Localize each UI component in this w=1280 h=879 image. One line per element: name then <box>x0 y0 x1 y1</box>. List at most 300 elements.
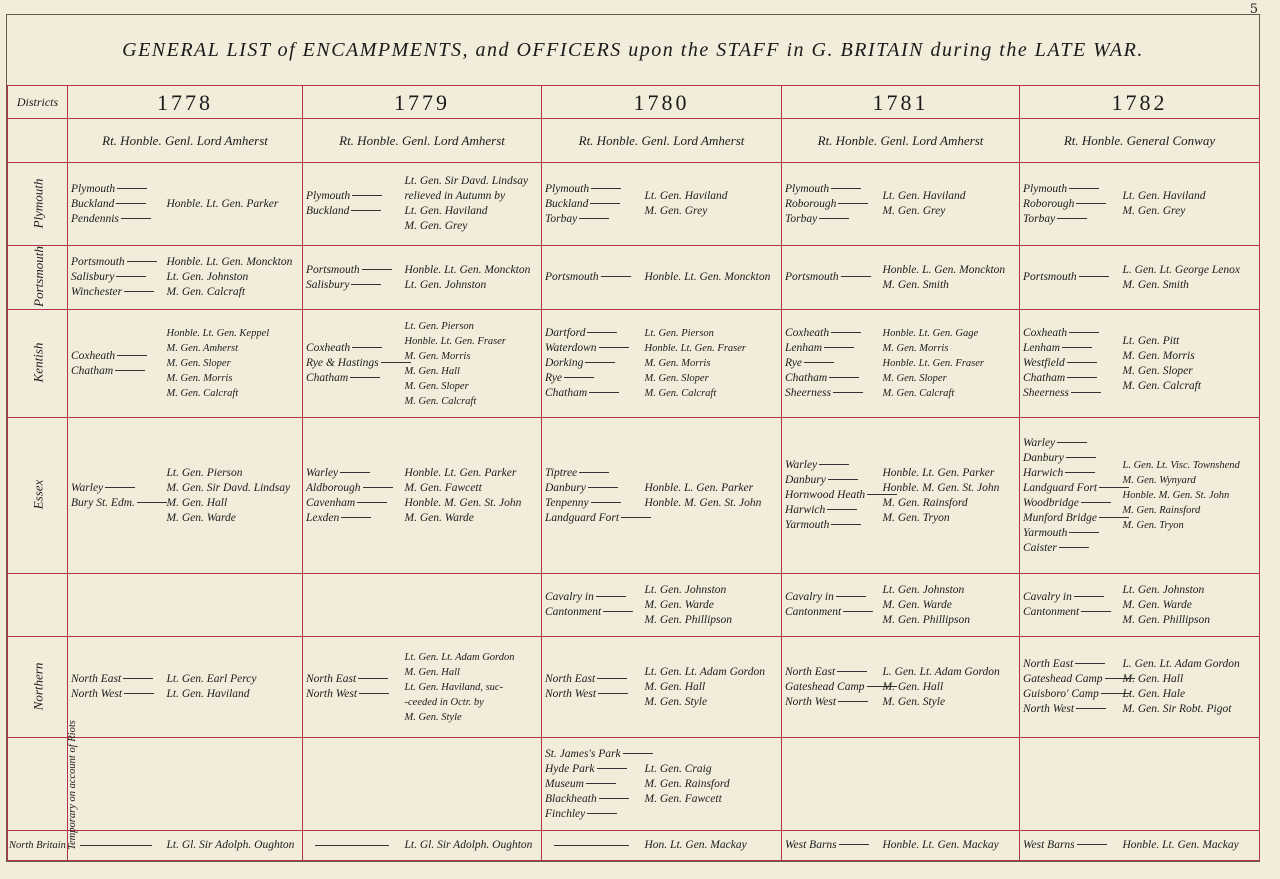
encampment-places <box>542 738 642 831</box>
officer-name: M. Gen. Grey <box>404 220 468 232</box>
place-name: Chatham <box>545 386 639 401</box>
place-name: Chatham <box>785 371 877 386</box>
place-name: Torbay <box>1023 212 1117 227</box>
officer-name: relieved in Autumn by <box>404 190 506 202</box>
place-name: Chatham <box>1023 371 1117 386</box>
officer-name: Lt. Gen. Johnston <box>166 271 249 283</box>
table-frame <box>6 14 1260 862</box>
encampment-places <box>68 831 164 861</box>
year-header: 1779 <box>303 86 542 119</box>
year-header: 1781 <box>782 86 1020 119</box>
encampment-places <box>542 246 642 310</box>
staff-officers <box>164 738 303 831</box>
staff-officers <box>402 246 542 310</box>
place-name: Coxheath <box>306 341 399 356</box>
staff-officers <box>164 246 303 310</box>
officer-name: M. Gen. Calcraft <box>166 388 239 399</box>
place-name: Aldborough <box>306 481 399 496</box>
place-name: Roborough <box>1023 197 1117 212</box>
staff-officers <box>402 310 542 418</box>
year-header: 1780 <box>542 86 782 119</box>
place-name: Rye & Hastings <box>306 356 399 371</box>
officer-name: Lt. Gen. Pitt <box>1122 334 1180 347</box>
officer-name: M. Gen. Hall <box>166 496 228 509</box>
place-name: North West <box>1023 702 1117 717</box>
place-name: St. James's Park <box>545 747 639 762</box>
place-name: Cavalry in <box>785 590 877 605</box>
officer-name: L. Gen. Lt. Adam Gordon <box>882 665 1000 678</box>
encampment-places <box>303 310 402 418</box>
place-name: Waterdown <box>545 341 639 356</box>
encampment-places <box>542 418 642 574</box>
encampment-places <box>1020 246 1120 310</box>
officer-name: M. Gen. Tryon <box>1122 520 1184 531</box>
encampment-places <box>1020 418 1120 574</box>
officer-name: M. Gen. Hall <box>1122 673 1184 685</box>
place-name: West Barns <box>1023 838 1117 853</box>
staff-officers <box>1120 637 1260 738</box>
encampment-places <box>1020 738 1120 831</box>
officer-name: Honble. M. Gen. St. John <box>404 496 522 509</box>
officer-name: Honble. Lt. Gen. Parker <box>166 197 279 210</box>
officer-name: M. Gen. Morris <box>644 358 711 369</box>
place-name: Warley <box>306 466 399 481</box>
place-name: Caister <box>1023 541 1117 556</box>
district-row <box>8 310 1260 418</box>
officer-name: Hon. Lt. Gen. Mackay <box>644 839 747 851</box>
officer-name: M. Gen. Warde <box>1122 598 1192 611</box>
place-name: Cavalry in <box>545 590 639 605</box>
officer-name: Honble. L. Gen. Parker <box>644 481 754 494</box>
commander-in-chief: Rt. Honble. Genl. Lord Amherst <box>782 119 1020 163</box>
place-name: Winchester <box>71 285 161 300</box>
officer-name: M. Gen. Morris <box>1122 349 1195 362</box>
place-name: Plymouth <box>1023 182 1117 197</box>
encampment-places <box>542 637 642 738</box>
district-name: Essex <box>29 479 45 510</box>
district-name: Northern <box>29 662 45 710</box>
staff-officers <box>880 738 1020 831</box>
encampment-places <box>542 574 642 637</box>
place-name: Chatham <box>306 371 399 386</box>
officer-name: M. Gen. Sir Davd. Lindsay <box>166 481 291 494</box>
encampment-places <box>68 418 164 574</box>
district-label <box>8 163 68 246</box>
officer-name: Honble. L. Gen. Monckton <box>882 263 1006 276</box>
encampment-places <box>68 163 164 246</box>
encampment-places <box>782 738 880 831</box>
staff-officers <box>880 574 1020 637</box>
staff-officers <box>1120 574 1260 637</box>
officer-name: Lt. Gen. Haviland <box>644 190 728 202</box>
commander-in-chief: Rt. Honble. General Conway <box>1020 119 1260 163</box>
staff-officers <box>642 738 782 831</box>
officer-name: M. Gen. Calcraft <box>404 395 477 407</box>
place-name: Cavenham <box>306 496 399 511</box>
place-name: Buckland <box>306 204 399 219</box>
place-name: Yarmouth <box>1023 526 1117 541</box>
districts-header: Districts <box>8 86 68 119</box>
officer-name: Honble. M. Gen. St. John <box>1122 490 1230 501</box>
place-name: North East <box>785 665 877 680</box>
district-label <box>8 574 68 637</box>
officer-name: Lt. Gen. Lt. Adam Gordon <box>644 665 765 678</box>
place-name: Westfield <box>1023 356 1117 371</box>
place-name: Salisbury <box>71 270 161 285</box>
officer-name: Lt. Gen. Johnston <box>882 583 965 596</box>
encampment-places <box>1020 310 1120 418</box>
place-name: Sheerness <box>1023 386 1117 401</box>
place-name: Coxheath <box>1023 326 1117 341</box>
officer-name: -ceeded in Octr. by <box>404 696 484 708</box>
place-name: Harwich <box>785 503 877 518</box>
commander-row <box>8 119 1260 163</box>
place-name: Lexden <box>306 511 399 526</box>
encampment-places <box>542 310 642 418</box>
officer-name: Honble. Lt. Gen. Mackay <box>882 839 999 851</box>
staff-officers <box>642 310 782 418</box>
staff-officers <box>880 418 1020 574</box>
place-name: Museum <box>545 777 639 792</box>
encampment-places <box>542 831 642 861</box>
staff-officers <box>880 163 1020 246</box>
document-title: GENERAL LIST of ENCAMPMENTS, and OFFICERS upon the STAFF in G. BRITAIN during the LATE WAR. <box>122 38 1144 61</box>
officer-name: L. Gen. Lt. Visc. Townshend <box>1122 460 1240 471</box>
place-name: Buckland <box>545 197 639 212</box>
officer-name: Lt. Gl. Sir Adolph. Oughton <box>166 839 295 851</box>
page-number: 5 <box>1249 2 1258 17</box>
place-name: Bury St. Edm. <box>71 496 161 511</box>
district-row <box>8 418 1260 574</box>
officer-name: Lt. Gen. Pierson <box>166 466 243 479</box>
place-name: Rye <box>545 371 639 386</box>
staff-officers <box>1120 246 1260 310</box>
officer-name: Lt. Gen. Johnston <box>404 278 487 291</box>
officer-name: L. Gen. Lt. George Lenox <box>1122 263 1240 276</box>
officer-name: M. Gen. Hall <box>644 680 706 693</box>
encampment-places <box>782 310 880 418</box>
encampment-places <box>68 637 164 738</box>
place-name: Torbay <box>545 212 639 227</box>
officer-name: Lt. Gen. Pierson <box>404 320 474 332</box>
officer-name: M. Gen. Morris <box>404 350 471 362</box>
officer-name: M. Gen. Style <box>644 695 708 708</box>
encampment-places <box>782 246 880 310</box>
place-name: Blackheath <box>545 792 639 807</box>
officer-name: Lt. Gen. Hale <box>1122 688 1186 700</box>
staff-officers <box>642 246 782 310</box>
district-label <box>8 418 68 574</box>
district-row <box>8 831 1260 861</box>
place-name: Rye <box>785 356 877 371</box>
encampment-places <box>303 738 402 831</box>
staff-officers <box>1120 163 1260 246</box>
officer-name: M. Gen. Fawcett <box>404 481 482 494</box>
place-name: Portsmouth <box>1023 270 1117 285</box>
encampment-places <box>303 637 402 738</box>
officer-name: M. Gen. Phillipson <box>644 613 733 626</box>
encampment-places <box>68 310 164 418</box>
place-name: Woodbridge <box>1023 496 1117 511</box>
officer-name: M. Gen. Warde <box>644 598 714 611</box>
place-name: North West <box>306 687 399 702</box>
place-name: Portsmouth <box>545 270 639 285</box>
place-name: Hornwood Heath <box>785 488 877 503</box>
staff-officers <box>402 637 542 738</box>
staff-officers <box>642 574 782 637</box>
staff-officers <box>1120 831 1260 861</box>
place-name: Cantonment <box>1023 605 1117 620</box>
place-name: Plymouth <box>545 182 639 197</box>
officer-name: M. Gen. Calcraft <box>882 388 955 399</box>
officer-name: M. Gen. Phillipson <box>882 613 971 626</box>
place-name: Tiptree <box>545 466 639 481</box>
officer-name: M. Gen. Sir Robt. Pigot <box>1122 703 1232 715</box>
place-name: Torbay <box>785 212 877 227</box>
place-name: Plymouth <box>785 182 877 197</box>
place-name: Finchley <box>545 807 639 822</box>
staff-officers <box>402 831 542 861</box>
officer-name: Honble. Lt. Gen. Fraser <box>404 335 506 347</box>
year-header: 1778 <box>68 86 303 119</box>
place-name: Tenpenny <box>545 496 639 511</box>
officer-name: M. Gen. Wynyard <box>1122 475 1196 486</box>
encampment-places <box>782 418 880 574</box>
place-name: Portsmouth <box>71 255 161 270</box>
staff-officers <box>164 831 303 861</box>
district-name: Portsmouth <box>30 246 46 307</box>
staff-officers <box>1120 738 1260 831</box>
blank-rule <box>80 845 152 846</box>
officer-name: Honble. Lt. Gen. Parker <box>882 466 995 479</box>
place-name: Buckland <box>71 197 161 212</box>
encampment-places <box>1020 637 1120 738</box>
encampment-places <box>782 574 880 637</box>
officer-name: M. Gen. Calcraft <box>166 286 246 298</box>
officer-name: Lt. Gen. Johnston <box>1122 583 1205 596</box>
officer-name: Honble. Lt. Gen. Gage <box>882 328 979 339</box>
district-label <box>8 831 68 861</box>
place-name: North East <box>1023 657 1117 672</box>
staff-officers <box>880 310 1020 418</box>
encampment-places <box>1020 163 1120 246</box>
place-name: Plymouth <box>71 182 161 197</box>
place-name: Danbury <box>785 473 877 488</box>
commander-in-chief: Rt. Honble. Genl. Lord Amherst <box>68 119 303 163</box>
officer-name: M. Gen. Style <box>404 711 462 723</box>
officer-name: Honble. M. Gen. St. John <box>882 481 1000 494</box>
officer-name: M. Gen. Hall <box>882 680 944 693</box>
officer-name: M. Gen. Amherst <box>166 343 239 354</box>
officer-name: M. Gen. Morris <box>166 373 233 384</box>
district-name: Kentish <box>29 342 45 383</box>
district-label <box>8 246 68 310</box>
officer-name: Honble. Lt. Gen. Mackay <box>1122 839 1239 851</box>
officer-name: Lt. Gen. Haviland, suc- <box>404 681 504 693</box>
place-name: Chatham <box>71 364 161 379</box>
place-name: Salisbury <box>306 278 399 293</box>
staff-officers <box>1120 310 1260 418</box>
staff-officers <box>642 831 782 861</box>
encampment-places <box>782 831 880 861</box>
place-name: Plymouth <box>306 189 399 204</box>
officer-name: M. Gen. Fawcett <box>644 792 722 805</box>
district-label <box>8 637 68 738</box>
officer-name: Lt. Gen. Lt. Adam Gordon <box>404 651 515 663</box>
district-name: Temporary on account of Riots <box>66 719 78 850</box>
place-name: Lenham <box>785 341 877 356</box>
place-name: North East <box>545 672 639 687</box>
officer-name: M. Gen. Calcraft <box>1122 379 1202 392</box>
officer-name: M. Gen. Hall <box>404 666 460 678</box>
officer-name: Honble. M. Gen. St. John <box>644 496 762 509</box>
year-header-row <box>8 86 1260 119</box>
place-name: Danbury <box>545 481 639 496</box>
place-name: West Barns <box>785 838 877 853</box>
staff-officers <box>164 418 303 574</box>
officer-name: Lt. Gen. Haviland <box>1122 190 1206 202</box>
encampment-places <box>782 163 880 246</box>
officer-name: M. Gen. Rainsford <box>882 496 968 509</box>
staff-officers <box>402 418 542 574</box>
staff-officers <box>880 246 1020 310</box>
place-name: Munford Bridge <box>1023 511 1117 526</box>
place-name: Harwich <box>1023 466 1117 481</box>
place-name: Coxheath <box>785 326 877 341</box>
district-row <box>8 163 1260 246</box>
officer-name: Honble. Lt. Gen. Monckton <box>166 256 293 268</box>
place-name: North East <box>306 672 399 687</box>
place-name: North West <box>71 687 161 702</box>
encampment-places <box>303 163 402 246</box>
officer-name: L. Gen. Lt. Adam Gordon <box>1122 658 1240 670</box>
staff-officers <box>164 163 303 246</box>
officer-name: Honble. Lt. Gen. Keppel <box>166 328 270 339</box>
place-name: Guisboro' Camp <box>1023 687 1117 702</box>
officer-name: M. Gen. Sloper <box>166 358 231 369</box>
officer-name: Honble. Lt. Gen. Fraser <box>644 343 746 354</box>
place-name: Landguard Fort <box>545 511 639 526</box>
year-header: 1782 <box>1020 86 1260 119</box>
commander-in-chief: Rt. Honble. Genl. Lord Amherst <box>542 119 782 163</box>
officer-name: Lt. Gen. Sir Davd. Lindsay <box>404 175 529 187</box>
place-name: Dorking <box>545 356 639 371</box>
officer-name: M. Gen. Hall <box>404 365 460 377</box>
officer-name: Lt. Gen. Craig <box>644 762 712 775</box>
encampment-places <box>303 831 402 861</box>
officer-name: M. Gen. Warde <box>166 511 236 524</box>
staff-officers <box>164 574 303 637</box>
officer-name: M. Gen. Rainsford <box>1122 505 1201 516</box>
staff-officers <box>880 637 1020 738</box>
place-name: North West <box>545 687 639 702</box>
place-name: Gateshead Camp <box>1023 672 1117 687</box>
officer-name: Honble. Lt. Gen. Monckton <box>644 271 771 283</box>
district-row <box>8 637 1260 738</box>
staff-officers <box>1120 418 1260 574</box>
officer-name: Honble. Lt. Gen. Fraser <box>882 358 984 369</box>
place-name: North West <box>785 695 877 710</box>
officer-name: Lt. Gen. Pierson <box>644 328 714 339</box>
officer-name: Lt. Gen. Haviland <box>882 190 966 202</box>
district-row <box>8 246 1260 310</box>
place-name: Warley <box>71 481 161 496</box>
encampment-places <box>782 637 880 738</box>
officer-name: M. Gen. Sloper <box>404 380 469 392</box>
place-name: Warley <box>785 458 877 473</box>
staff-officers <box>880 831 1020 861</box>
commander-in-chief: Rt. Honble. Genl. Lord Amherst <box>303 119 542 163</box>
district-label <box>8 310 68 418</box>
staff-officers <box>402 574 542 637</box>
staff-officers <box>642 418 782 574</box>
officer-name: M. Gen. Grey <box>644 205 708 217</box>
place-name: Portsmouth <box>306 263 399 278</box>
district-row <box>8 738 1260 831</box>
encampment-places <box>68 738 164 831</box>
officer-name: M. Gen. Smith <box>882 278 949 291</box>
officer-name: M. Gen. Style <box>882 695 946 708</box>
officer-name: M. Gen. Rainsford <box>644 777 730 790</box>
encampment-places <box>303 418 402 574</box>
district-row <box>8 574 1260 637</box>
staff-officers <box>642 163 782 246</box>
officer-name: Lt. Gen. Haviland <box>404 205 488 217</box>
place-name: Cantonment <box>785 605 877 620</box>
commander-row-spacer <box>8 119 68 163</box>
place-name: Portsmouth <box>785 270 877 285</box>
encampment-places <box>303 574 402 637</box>
staff-officers <box>402 163 542 246</box>
officer-name: Honble. Lt. Gen. Monckton <box>404 263 531 276</box>
officer-name: M. Gen. Phillipson <box>1122 613 1211 626</box>
officer-name: M. Gen. Warde <box>404 511 474 524</box>
staff-officers <box>164 310 303 418</box>
place-name: Gateshead Camp <box>785 680 877 695</box>
place-name: Pendennis <box>71 212 161 227</box>
place-name: Yarmouth <box>785 518 877 533</box>
officer-name: Lt. Gen. Haviland <box>166 688 250 700</box>
place-name: Danbury <box>1023 451 1117 466</box>
place-name: Cavalry in <box>1023 590 1117 605</box>
place-name: North East <box>71 672 161 687</box>
encampment-places <box>1020 574 1120 637</box>
officer-name: M. Gen. Smith <box>1122 278 1189 291</box>
officer-name: M. Gen. Tryon <box>882 511 950 524</box>
district-name: Plymouth <box>29 178 45 228</box>
place-name: Landguard Fort <box>1023 481 1117 496</box>
encampment-places <box>1020 831 1120 861</box>
encampments-table <box>7 85 1260 861</box>
blank-rule <box>315 845 389 846</box>
place-name: Coxheath <box>71 349 161 364</box>
district-name: North Britain <box>9 840 66 851</box>
encampment-places <box>68 246 164 310</box>
encampment-places <box>303 246 402 310</box>
officer-name: M. Gen. Calcraft <box>644 388 717 399</box>
place-name: Sheerness <box>785 386 877 401</box>
officer-name: M. Gen. Grey <box>1122 205 1186 217</box>
officer-name: M. Gen. Warde <box>882 598 952 611</box>
place-name: Lenham <box>1023 341 1117 356</box>
place-name: Cantonment <box>545 605 639 620</box>
staff-officers <box>402 738 542 831</box>
place-name: Dartford <box>545 326 639 341</box>
officer-name: Lt. Gen. Johnston <box>644 583 727 596</box>
encampment-places <box>68 574 164 637</box>
officer-name: M. Gen. Morris <box>882 343 949 354</box>
officer-name: M. Gen. Sloper <box>644 373 709 384</box>
